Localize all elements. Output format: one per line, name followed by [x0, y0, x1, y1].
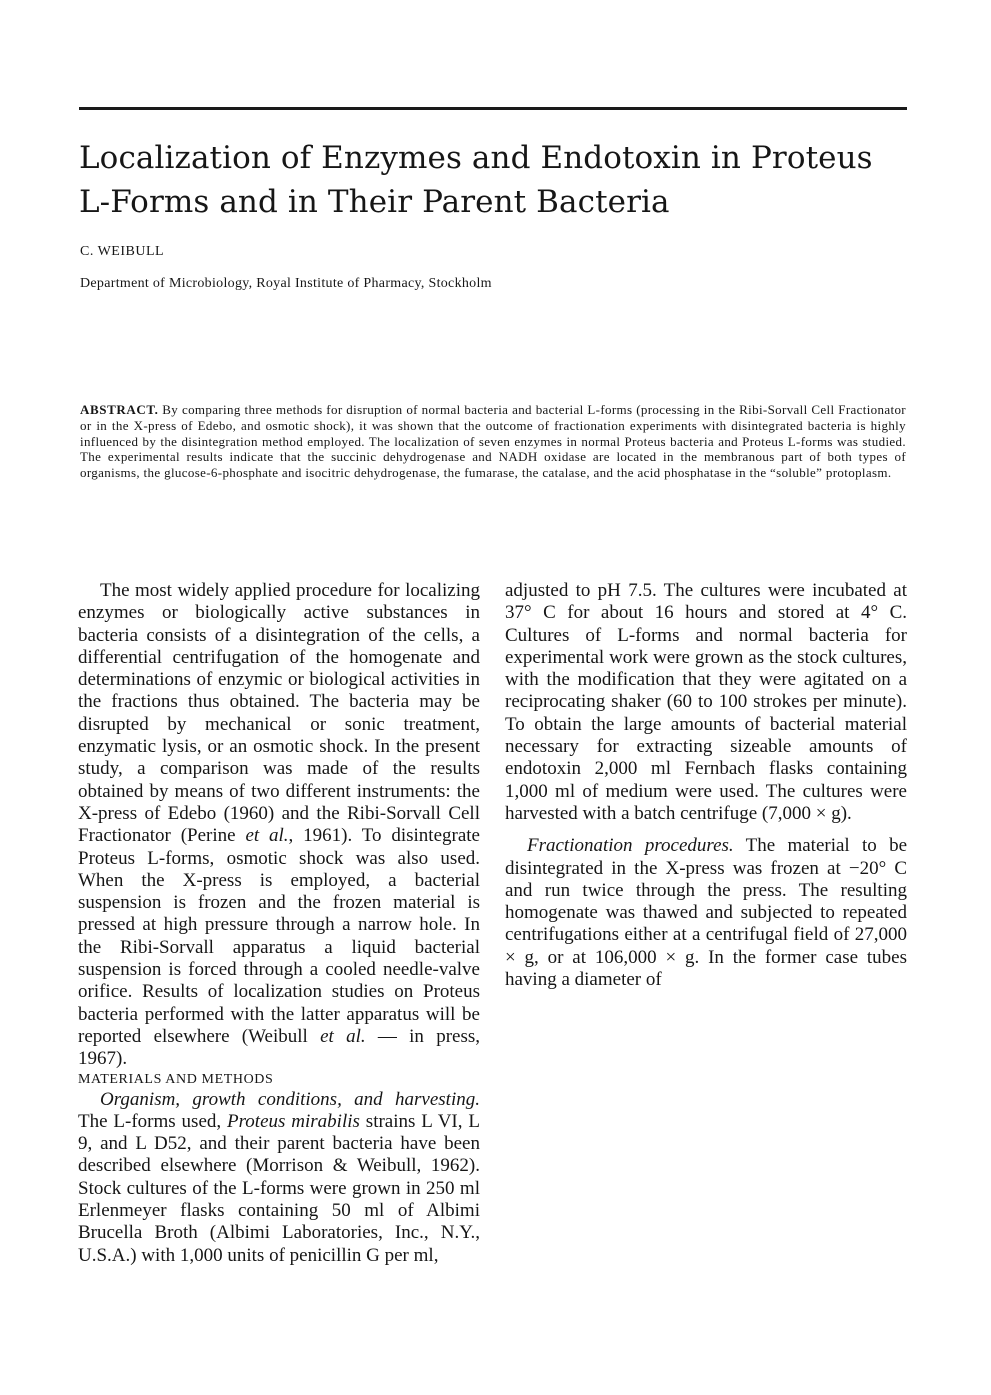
body-column-right: [505, 580, 907, 991]
intro-text-2: , 1961). To disintegrate Proteus L-forms, osmotic shock was also used. When the X-press is employed, a bacterial suspension is frozen and the frozen material is pressed at high pressure through a narrow hole. In the Ribi-Sorvall apparatus a liquid bacterial suspension is forced through a cooled needle-valve orifice. Results of localization studies on Proteus bacteria performed with the latter apparatus will be reported elsewhere (Weibull: [78, 825, 480, 1047]
author-name: C. WEIBULL: [80, 244, 165, 259]
intro-etal-1: et al.: [245, 825, 289, 847]
fractionation-subheading: Fractionation procedures.: [527, 835, 734, 857]
organism-paragraph-continued: adjusted to pH 7.5. The cultures were incubated at 37° C for about 16 hours and stored at 4° C. Cultures of L-forms and normal bacteria for experimental work were grown as the stock cultures, with the modification that they were agitated on a reciprocating shaker (60 to 100 strokes per minute). To obtain the large amounts of bacterial material necessary for extracting sizeable amounts of endotoxin 2,000 ml Fernbach flasks containing 1,000 ml of medium were used. The cultures were harvested with a batch centrifuge (7,000 × g).: [505, 580, 907, 824]
abstract-label: ABSTRACT.: [80, 402, 159, 417]
intro-etal-2: et al.: [320, 1025, 366, 1047]
organism-text-1: The L-forms used,: [78, 1110, 228, 1132]
section-heading-materials-methods: MATERIALS AND METHODS: [78, 1071, 274, 1087]
body-column-left: [78, 580, 480, 1267]
organism-species: Proteus mirabilis: [227, 1110, 360, 1132]
fractionation-text: The material to be disintegrated in the X-press was frozen at −20° C and run twice through the press. The resulting homogenate was thawed and subjected to repeated centrifugations either at a centrifugal field of 27,000 × g, or at 106,000 × g. In the former case tubes having a diameter of: [505, 835, 907, 991]
intro-text-1: The most widely applied procedure for localizing enzymes or biologically active substances in bacteria consists of a disintegration of the cells, a differential centrifugation of the homogenate and determinations of enzymic or biological activities in the fractions thus obtained. The bacteria may be disrupted by mechanical or sonic treatment, enzymatic lysis, or an osmotic shock. In the present study, a comparison was made of the results obtained by means of two different instruments: the X-press of Edebo (1960) and the Ribi-Sorvall Cell Fractionator (Perine: [78, 580, 480, 847]
author-affiliation: Department of Microbiology, Royal Institute of Pharmacy, Stockholm: [80, 276, 492, 291]
article-title: Localization of Enzymes and Endotoxin in Proteus L-Forms and in Their Parent Bacteria: [79, 140, 873, 220]
header-rule: [79, 107, 907, 110]
intro-text-3: — in press, 1967).: [78, 1025, 481, 1070]
fractionation-paragraph: [505, 835, 907, 991]
organism-paragraph: [78, 1089, 480, 1267]
organism-subheading: Organism, growth conditions, and harvesting.: [100, 1088, 480, 1110]
abstract: [80, 402, 906, 481]
organism-text-2: strains L VI, L 9, and L D52, and their parent bacteria have been described elsewhere (Morrison & Weibull, 1962). Stock cultures of the L-forms were grown in 250 ml Erlenmeyer flasks containing 50 ml of Albimi Brucella Broth (Albimi Laboratories, Inc., N.Y., U.S.A.) with 1,000 units of penicillin G per ml,: [78, 1110, 480, 1266]
intro-paragraph: [78, 580, 480, 1071]
abstract-text: By comparing three methods for disruption of normal bacteria and bacterial L-forms (processing in the Ribi-Sorvall Cell Fractionator or in the X-press of Edebo, and osmotic shock), it was shown that the outcome of fractionation experiments with disintegrated bacteria is highly influenced by the disintegration method employed. The localization of seven enzymes in normal Proteus bacteria and Proteus L-forms was studied. The experimental results indicate that the succinic dehydrogenase and NADH oxidase are located in the membranous part of both types of organisms, the glucose-6-phosphate and isocitric dehydrogenase, the fumarase, the catalase, and the acid phosphatase in the “soluble” protoplasm.: [80, 402, 906, 481]
